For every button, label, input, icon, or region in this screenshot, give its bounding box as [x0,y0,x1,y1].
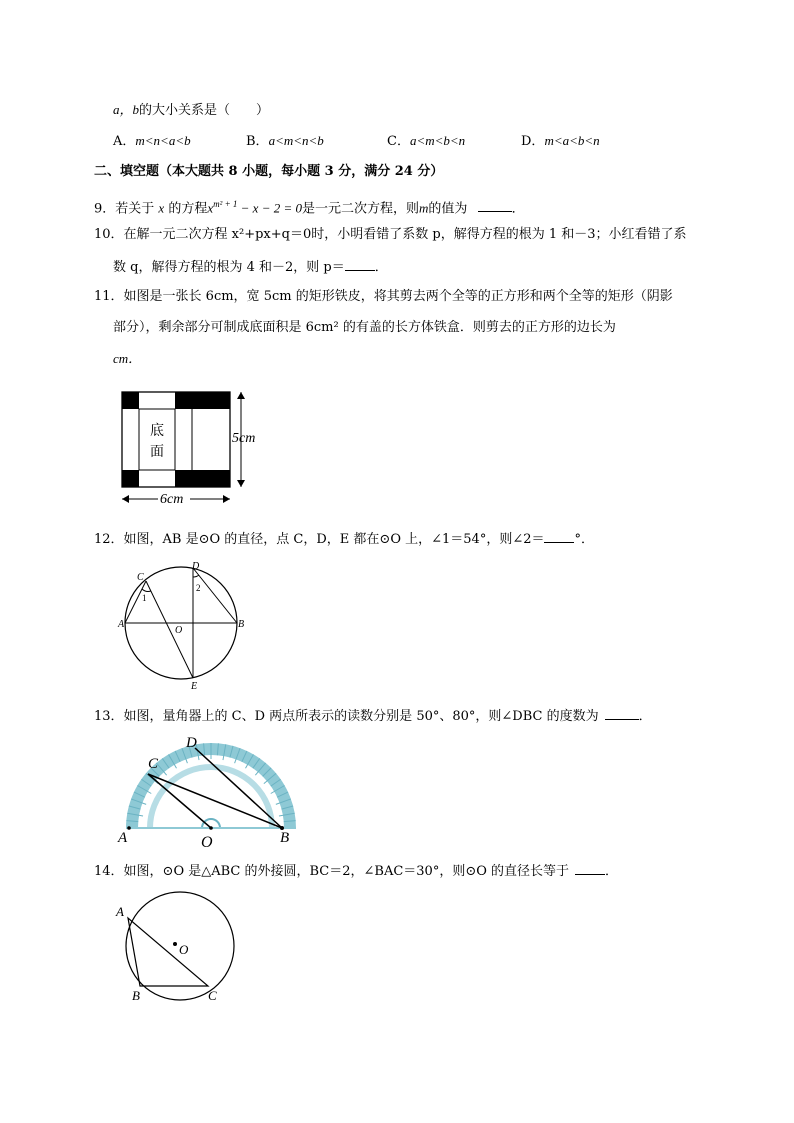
cut-rect-bottom [175,470,230,487]
q8-stem: a，b的大小关系是（ ） [113,102,270,118]
segment-ce [146,581,193,678]
q11-figure [110,385,270,515]
q11-line2: 部分），剩余部分可制成底面积是 6cm² 的有盖的长方体铁盒．则剪去的正方形的边长为 [113,320,616,335]
q8-option-d: D．m<a<b<n [521,133,600,149]
angle-2-arc [193,575,199,577]
q12: 12．如图，AB 是⊙O 的直径，点 C，D，E 都在⊙O 上，∠1＝54°，则∠2＝ °． [94,528,594,550]
cut-rect-top [175,392,230,409]
label-c: C [137,572,144,583]
base-label-2: 面 [150,445,164,460]
point-o [209,826,213,830]
q8-option-c: C．a<m<b<n [387,133,466,149]
q12-figure [115,560,250,690]
q9: 9．若关于 x 的方程$x^{m^2 + 1} - x - 2 = 0$是一元二次方程，则m的值为 ． [94,199,525,217]
q12-answer-blank[interactable] [544,528,574,543]
q11-line3: cm． [113,351,142,366]
label-o: O [179,942,189,957]
height-label: 5cm [232,431,256,446]
label-c: C [148,756,159,772]
section-title: 二、填空题（本大题共 8 小题，每小题 3 分，满分 24 分） [94,164,444,179]
q10-line1: 10．在解一元二次方程 x²+px+q＝0时，小明看错了系数 p，解得方程的根为 1 和－3；小红看错了系 [94,227,687,242]
q8-option-a: A．m<n<a<b [113,133,191,149]
base-label-1: 底 [150,424,164,439]
label-b: B [280,830,290,846]
q11-line1: 11．如图是一张长 6cm，宽 5cm 的矩形铁皮，将其剪去两个全等的正方形和两个全等的矩形（阴影 [94,289,673,304]
q13: 13．如图，量角器上的 C、D 两点所表示的读数分别是 50°、80°，则∠DBC 的度数为 ． [94,705,652,727]
point-o [173,942,177,946]
q14: 14．如图，⊙O 是△ABC 的外接圆，BC＝2，∠BAC＝30°，则⊙O 的直径长等于 ． [94,860,618,882]
q8-option-b: B．a<m<n<b [246,133,324,149]
q13-figure [110,730,310,850]
q13-answer-blank[interactable] [605,705,639,720]
cut-square-bl [122,470,139,487]
label-e: E [191,681,198,692]
point-a [127,826,131,830]
label-d: D [192,561,200,572]
label-c: C [208,988,217,1003]
q14-answer-blank[interactable] [575,860,605,875]
label-a: A [118,619,125,630]
label-a: A [118,830,128,846]
label-o: O [175,625,183,636]
label-a: A [116,904,124,919]
q14-figure [112,898,242,1008]
cut-square-tl [122,392,139,409]
label-angle-2: 2 [196,583,201,593]
label-angle-1: 1 [142,593,147,603]
label-b: B [238,619,245,630]
label-d: D [186,735,197,751]
width-label: 6cm [160,492,184,507]
q10-answer-blank[interactable] [345,256,375,271]
q9-answer-blank[interactable] [478,197,512,212]
triangle-abc [128,918,208,986]
label-b: B [132,988,140,1003]
q10-line2: 数 q，解得方程的根为 4 和－2，则 p＝ ． [113,256,388,278]
label-o: O [201,834,213,851]
